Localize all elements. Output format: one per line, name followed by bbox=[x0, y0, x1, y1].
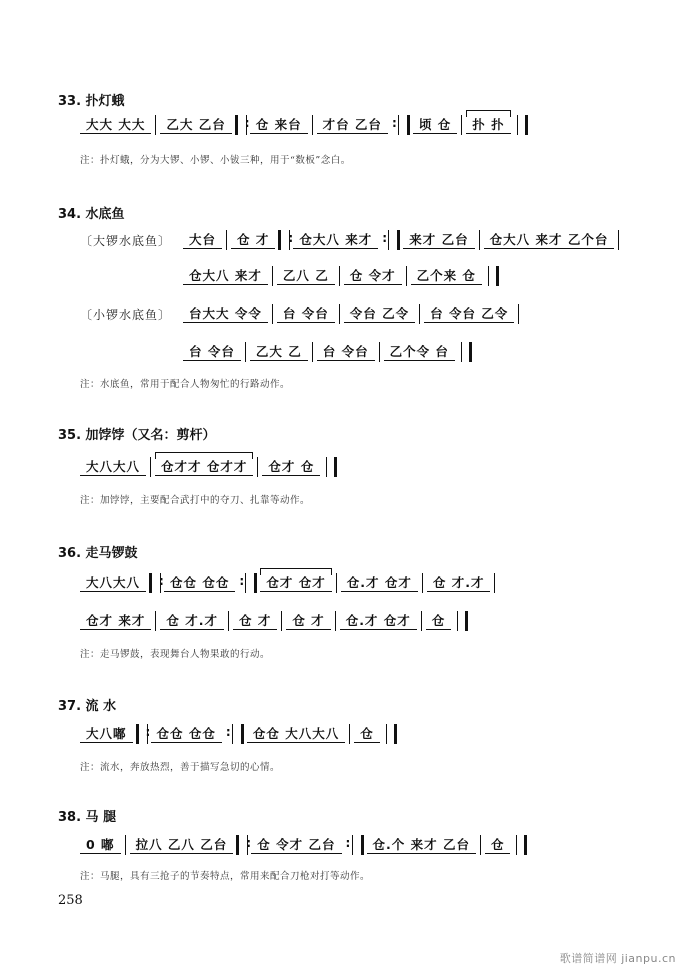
measure: 仓 才 bbox=[231, 232, 275, 249]
bar-line bbox=[312, 115, 313, 135]
watermark: 歌谱简谱网 jianpu.cn bbox=[559, 952, 676, 965]
notation-row bbox=[183, 265, 499, 287]
measure: 乙个来 仓 bbox=[411, 268, 482, 285]
section-note: 注：流水，奔放热烈，善于描写急切的心情。 bbox=[80, 762, 281, 773]
bar-line bbox=[257, 457, 258, 477]
measure: 仓才 来才 bbox=[80, 613, 151, 630]
section-title: 35. 加饽饽（又名：剪杆） bbox=[58, 428, 216, 443]
measure: 仓 来台 bbox=[250, 117, 308, 134]
measure: 来才 乙台 bbox=[403, 232, 474, 249]
row-label: 〔小锣水底鱼〕 bbox=[80, 307, 172, 322]
bar-line bbox=[379, 342, 380, 362]
measure: 大八嘟 bbox=[80, 726, 133, 743]
bar-line bbox=[419, 304, 420, 324]
measure: 仓仓 大八大八 bbox=[247, 726, 345, 743]
measure: 仓大八 来才 bbox=[183, 268, 268, 285]
page-number: 258 bbox=[58, 893, 83, 908]
measure: 仓 令才 bbox=[344, 268, 402, 285]
repeat-start bbox=[235, 115, 247, 135]
section-title: 36. 走马锣鼓 bbox=[58, 546, 138, 561]
final-barline bbox=[517, 115, 528, 135]
repeat-end bbox=[245, 573, 257, 593]
repeat-end bbox=[388, 230, 400, 250]
bar-line bbox=[272, 304, 273, 324]
measure: 0 嘟 bbox=[80, 837, 121, 854]
measure: 大八大八 bbox=[80, 575, 146, 592]
bar-line bbox=[494, 573, 495, 593]
measure: 乙八 乙 bbox=[277, 268, 335, 285]
bar-line bbox=[339, 266, 340, 286]
final-barline bbox=[488, 266, 499, 286]
section-note: 注：扑灯蛾，分为大锣、小锣、小钹三种，用于“数板”念白。 bbox=[80, 155, 351, 166]
bar-line bbox=[312, 342, 313, 362]
measure: 仓 bbox=[485, 837, 511, 854]
measure: 仓 才.才 bbox=[160, 613, 224, 630]
measure: 仓 bbox=[426, 613, 452, 630]
bar-line bbox=[336, 573, 337, 593]
section-title: 37. 流 水 bbox=[58, 699, 117, 714]
measure: 仓 令才 乙台 bbox=[251, 837, 341, 854]
bar-line bbox=[406, 266, 407, 286]
section-note: 注：加饽饽，主要配合武打中的夺刀、扎靠等动作。 bbox=[80, 495, 311, 506]
final-barline bbox=[326, 457, 337, 477]
section-title: 38. 马 腿 bbox=[58, 810, 117, 825]
measure: 仓.个 来才 乙台 bbox=[367, 837, 476, 854]
measure: 乙大 乙台 bbox=[160, 117, 231, 134]
measure: 大八大八 bbox=[80, 459, 146, 476]
final-barline bbox=[386, 724, 397, 744]
final-barline bbox=[457, 611, 468, 631]
measure: 仓 bbox=[354, 726, 380, 743]
bar-line bbox=[479, 230, 480, 250]
repeat-start bbox=[236, 835, 248, 855]
repeat-end bbox=[352, 835, 364, 855]
section-note: 注：走马锣鼓，表现舞台人物果敢的行动。 bbox=[80, 649, 271, 660]
section-note: 注：水底鱼，常用于配合人物匆忙的行路动作。 bbox=[80, 379, 291, 390]
bar-line bbox=[335, 611, 336, 631]
notation-row bbox=[80, 610, 468, 632]
bar-line bbox=[228, 611, 229, 631]
bar-line bbox=[480, 835, 481, 855]
bar-line bbox=[349, 724, 350, 744]
measure: 仓才才 仓才才 bbox=[155, 459, 253, 476]
measure: 顷 仓 bbox=[413, 117, 457, 134]
bar-line bbox=[339, 304, 340, 324]
section-note: 注：马腿，具有三抢子的节奏特点，常用来配合刀枪对打等动作。 bbox=[80, 871, 371, 882]
measure: 大大 大大 bbox=[80, 117, 151, 134]
bar-line bbox=[618, 230, 619, 250]
bar-line bbox=[422, 573, 423, 593]
measure: 仓才 仓才 bbox=[260, 575, 331, 592]
bar-line bbox=[150, 457, 151, 477]
bar-line bbox=[125, 835, 126, 855]
section-title: 34. 水底鱼 bbox=[58, 207, 125, 222]
bar-line bbox=[461, 115, 462, 135]
measure: 仓仓 仓仓 bbox=[164, 575, 235, 592]
notation-row bbox=[80, 456, 337, 478]
repeat-start bbox=[136, 724, 148, 744]
measure: 仓 才 bbox=[233, 613, 277, 630]
notation-row bbox=[80, 303, 523, 325]
measure: 仓才 仓 bbox=[262, 459, 320, 476]
notation-row bbox=[80, 834, 527, 856]
measure: 仓大八 来才 乙个台 bbox=[484, 232, 615, 249]
measure: 令台 乙令 bbox=[344, 306, 415, 323]
bar-line bbox=[155, 611, 156, 631]
bar-line bbox=[281, 611, 282, 631]
measure: 台大大 令令 bbox=[183, 306, 268, 323]
bar-line bbox=[272, 266, 273, 286]
measure: 台 令台 bbox=[317, 344, 375, 361]
measure: 大台 bbox=[183, 232, 222, 249]
notation-row bbox=[80, 572, 499, 594]
measure: 才台 乙台 bbox=[317, 117, 388, 134]
measure: 台 令台 bbox=[277, 306, 335, 323]
notation-row bbox=[80, 723, 397, 745]
row-label: 〔大锣水底鱼〕 bbox=[80, 233, 172, 248]
repeat-end bbox=[398, 115, 410, 135]
measure: 扑 扑 bbox=[466, 117, 510, 134]
measure: 乙个令 台 bbox=[384, 344, 455, 361]
bar-line bbox=[155, 115, 156, 135]
section-title: 33. 扑灯蛾 bbox=[58, 94, 125, 109]
notation-row bbox=[80, 114, 528, 136]
bar-line bbox=[421, 611, 422, 631]
measure: 仓大八 来才 bbox=[293, 232, 378, 249]
repeat-start bbox=[149, 573, 161, 593]
measure: 仓 才 bbox=[286, 613, 330, 630]
measure: 台 令台 bbox=[183, 344, 241, 361]
notation-row bbox=[80, 229, 623, 251]
bar-line bbox=[226, 230, 227, 250]
final-barline bbox=[516, 835, 527, 855]
bar-line bbox=[245, 342, 246, 362]
measure: 仓.才 仓才 bbox=[341, 575, 418, 592]
final-barline bbox=[461, 342, 472, 362]
measure: 仓.才 仓才 bbox=[340, 613, 417, 630]
bar-line bbox=[518, 304, 519, 324]
measure: 仓仓 仓仓 bbox=[151, 726, 222, 743]
notation-row bbox=[183, 341, 472, 363]
measure: 乙大 乙 bbox=[250, 344, 308, 361]
measure: 拉八 乙八 乙台 bbox=[130, 837, 234, 854]
measure: 仓 才.才 bbox=[427, 575, 491, 592]
measure: 台 令台 乙令 bbox=[424, 306, 514, 323]
repeat-start bbox=[278, 230, 290, 250]
repeat-end bbox=[232, 724, 244, 744]
